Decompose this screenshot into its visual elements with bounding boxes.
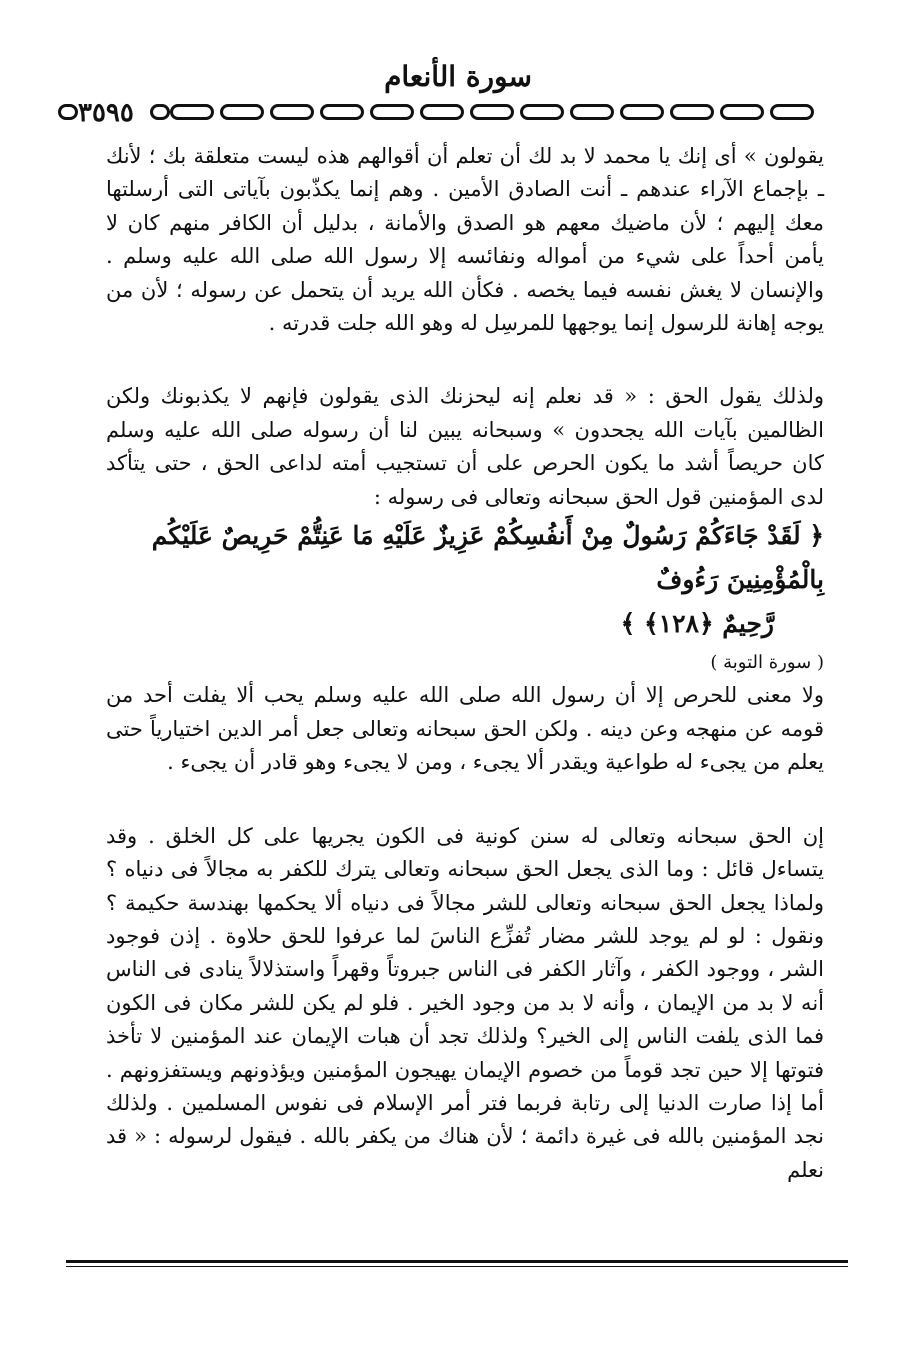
verse-source-label: ( سورة التوبة ) bbox=[710, 652, 824, 674]
paragraph-2: ولذلك يقول الحق : « قد نعلم إنه ليحزنك الذى يقولون فإنهم لا يكذبونك ولكن الظالمين بآيات الله يجحدون » وسبحانه يبين لنا أن رسوله صلى الله عليه وسلم كان حريصاً أشد ما يكون الحرص على أن تستجيب أمته لداعى الحق ، حتى يتأكد لدى المؤمنين قول الحق سبحانه وتعالى فى رسوله : bbox=[106, 384, 824, 509]
bottom-rule-thin bbox=[66, 1266, 848, 1267]
paragraph-gap bbox=[106, 780, 824, 820]
verse-source bbox=[106, 646, 824, 679]
chain-link bbox=[570, 104, 614, 120]
chain-link bbox=[270, 104, 314, 120]
chain-link bbox=[170, 104, 214, 120]
chain-link bbox=[320, 104, 364, 120]
chain-link bbox=[370, 104, 414, 120]
cap-ornament-right bbox=[150, 104, 170, 120]
chain-link bbox=[770, 104, 814, 120]
chain-link bbox=[220, 104, 264, 120]
chain-link bbox=[720, 104, 764, 120]
page-number: ٣٥٩٥ bbox=[78, 98, 134, 128]
quran-verse-line-2: رَّحِيمٌ ﴿١٢٨﴾ ﴾ bbox=[620, 609, 774, 639]
quran-verse-line-1: ﴿ لَقَدْ جَاءَكُمْ رَسُولٌ مِنْ أَنفُسِكُمْ عَزِيزٌ عَلَيْهِ مَا عَنِتُّمْ حَرِيصٌ عَلَيْكُم بِالْمُؤْمِنِينَ رَءُوفٌ bbox=[151, 521, 824, 595]
paragraph-4: إن الحق سبحانه وتعالى له سنن كونية فى الكون يجريها على كل الخلق . وقد يتساءل قائل : وما الذى يجعل الحق سبحانه وتعالى يترك للكفر به مجالاً فى دنياه ؟ ولماذا يجعل الحق سبحانه وتعالى للشر مجالاً فى دنياه ألا يحكمها بهندسة حكيمة ؟ ونقول : لو لم يوجد للشر مضار تُفزِّع الناسَ لما عرفوا للحق حلاوة . إذن فوجود الشر ، ووجود الكفر ، وآثار الكفر فى الناس جبروتاً وقهراً واستذلالاً ينادى فى الناس أنه لا بد من الإيمان ، وأنه لا بد من وجود الخير . فلو لم يكن للشر مكان فى الكون فما الذى يلفت الناس إلى الخير؟ ولذلك تجد أن هبات الإيمان عند المؤمنين لا تأخذ فتوتها إلا حين تجد قوماً من خصوم الإيمان يهيجون المؤمنين ويؤذونهم ويستفزونهم . أما إذا صارت الدنيا إلى رتابة فربما فتر أمر الإسلام فى نفوس المسلمين . ولذلك نجد المؤمنين بالله فى غيرة دائمة ؛ لأن هناك من يكفر بالله . فيقول لرسوله : « قد نعلم bbox=[106, 823, 824, 1182]
chain-link bbox=[620, 104, 664, 120]
chain-link bbox=[470, 104, 514, 120]
paragraph-gap bbox=[106, 340, 824, 380]
chain-link bbox=[420, 104, 464, 120]
page-body bbox=[106, 140, 824, 1187]
chain-link bbox=[520, 104, 564, 120]
ornamental-border bbox=[170, 104, 846, 126]
paragraph-1: يقولون » أى إنك يا محمد لا بد لك أن تعلم أن أقوالهم هذه ليست متعلقة بك ؛ لأنك ـ بإجماع الآراء عندهم ـ أنت الصادق الأمين . وهم إنما يكذّبون بآياتى التى أرسلتها معك إليهم ؛ لأن ماضيك معهم هو الصدق والأمانة ، بدليل أن الكافر منهم كان لا يأمن أحداً على شيء من أمواله ونفائسه إلا رسول الله صلى الله عليه وسلم . والإنسان لا يغش نفسه فيما يخصه . فكأن الله يريد أن يتحمل عن رسوله ؛ لأن من يوجه إهانة للرسول إنما يوجهها للمرسِل له وهو الله جلت قدرته . bbox=[106, 144, 824, 336]
chain-link bbox=[670, 104, 714, 120]
bottom-rule bbox=[66, 1260, 848, 1263]
surah-header: سورة الأنعام bbox=[384, 60, 532, 93]
cap-ornament-left bbox=[58, 104, 78, 120]
paragraph-3: ولا معنى للحرص إلا أن رسول الله صلى الله عليه وسلم يحب ألا يفلت أحد من قومه عن منهجه وعن دينه . ولكن الحق سبحانه وتعالى جعل أمر الدين اختيارياً حتى يعلم من يجىء له طواعية ويقدر ألا يجىء ، ومن لا يجىء وهو قادر أن يجىء . bbox=[106, 683, 824, 775]
